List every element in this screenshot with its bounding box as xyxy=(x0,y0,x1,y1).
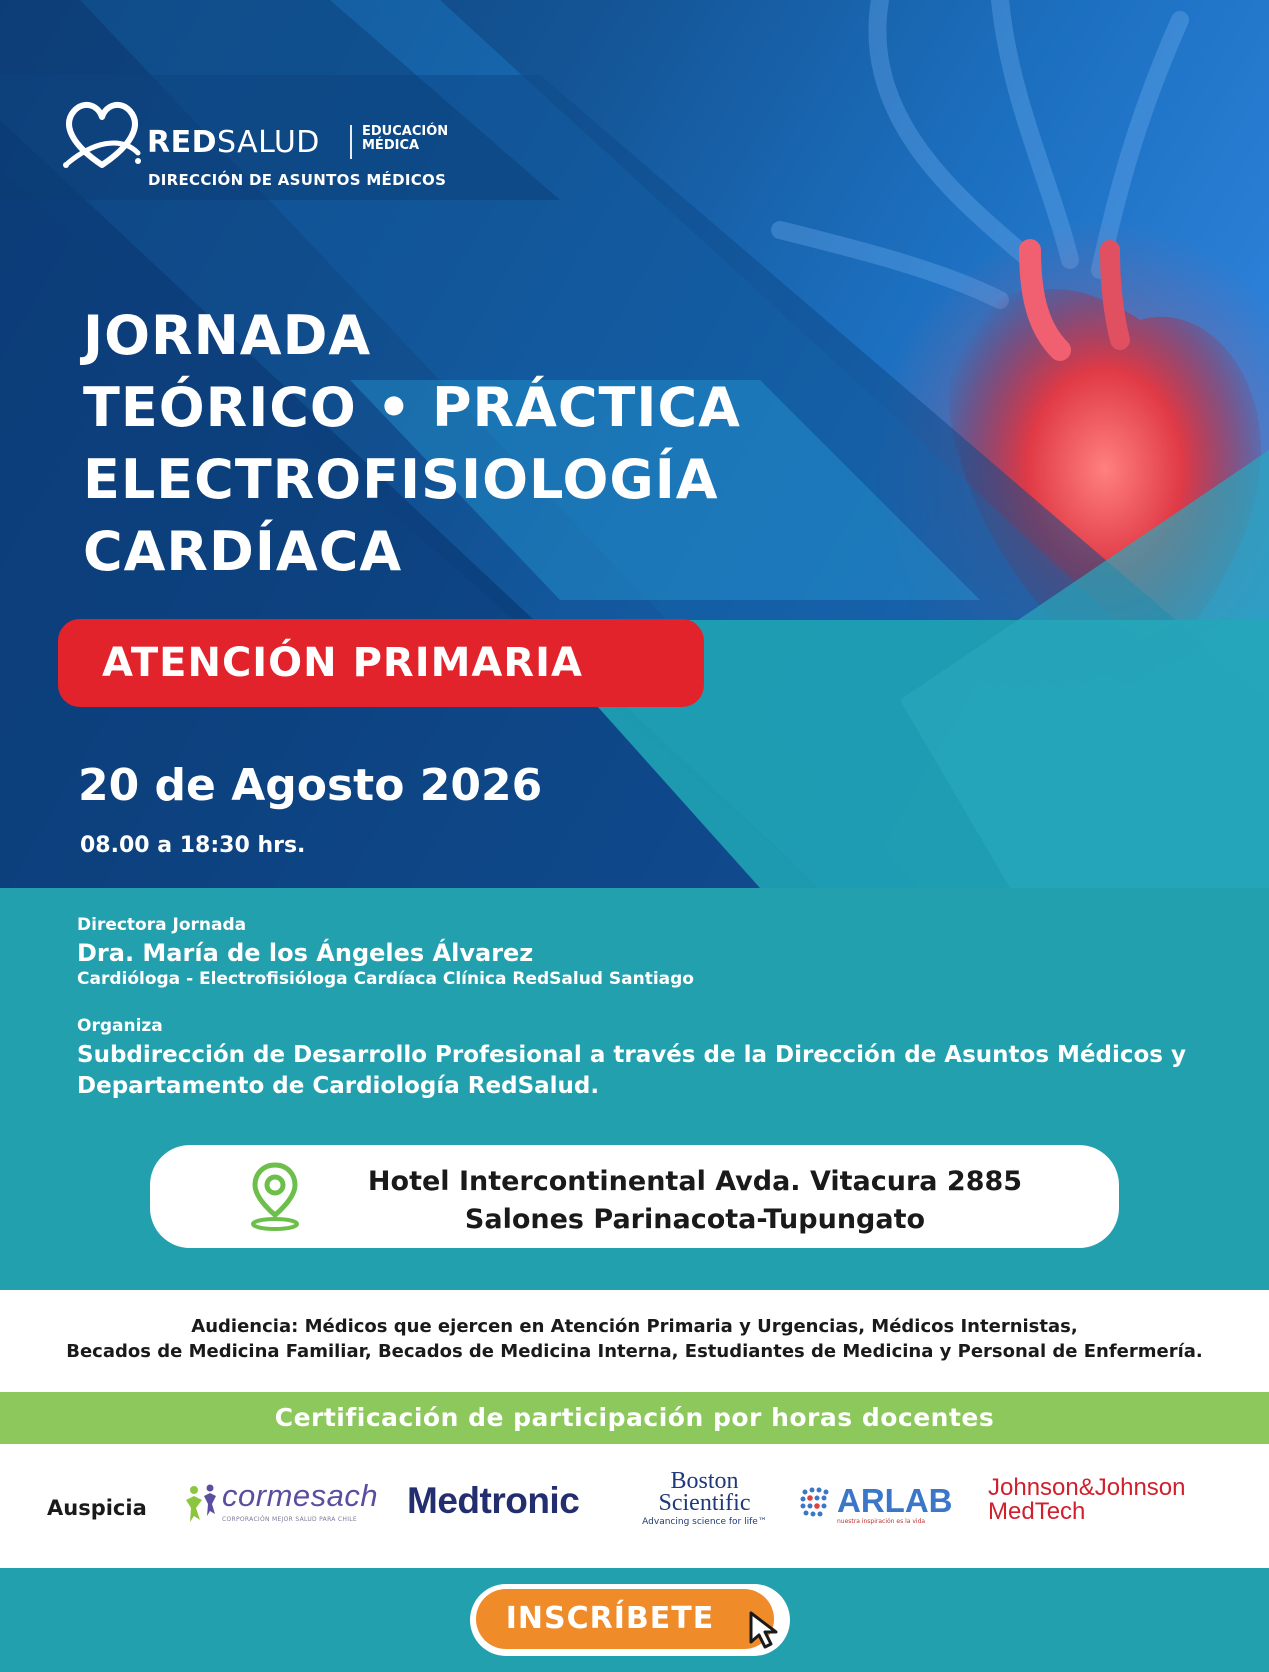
sponsors-strip: Auspicia cormesach CORPORACIÓN MEJOR SALUD PARA CHILE Medtronic Boston Scientific Advancing science for life™ ARLAB nuestra inspiración es la vida Johnson&Johnson MedTech xyxy=(0,1444,1269,1568)
organizer-label: Organiza xyxy=(77,1016,163,1036)
dot-grid-icon xyxy=(797,1484,833,1520)
title-line: JORNADA xyxy=(83,304,372,367)
people-icon xyxy=(182,1482,222,1526)
location-address xyxy=(335,1163,1055,1239)
audience-line-1: Audiencia: Médicos que ejercen en Atención Primaria y Urgencias, Médicos Internistas, xyxy=(191,1316,1078,1337)
sponsors-label: Auspicia xyxy=(47,1496,147,1520)
location-pin-icon xyxy=(250,1161,300,1231)
brand-name: REDSALUD xyxy=(147,125,320,160)
cursor-icon xyxy=(747,1610,785,1650)
register-button[interactable] xyxy=(470,1584,790,1656)
location-card xyxy=(150,1145,1119,1248)
audience-badge: ATENCIÓN PRIMARIA xyxy=(58,619,704,707)
director-role: Cardióloga - Electrofisióloga Cardíaca Clínica RedSalud Santiago xyxy=(77,969,694,989)
director-name: Dra. María de los Ángeles Álvarez xyxy=(77,939,534,967)
certification-bar: Certificación de participación por horas docentes xyxy=(0,1392,1269,1444)
logo-divider xyxy=(350,125,352,159)
location-line-1: Hotel Intercontinental Avda. Vitacura 2885 xyxy=(367,1166,1023,1197)
event-info xyxy=(0,888,1269,1290)
boston-scientific-logo: Boston Scientific Advancing science for life™ xyxy=(642,1468,767,1527)
cormesach-logo: cormesach CORPORACIÓN MEJOR SALUD PARA CHILE xyxy=(182,1476,377,1536)
event-time: 08.00 a 18:30 hrs. xyxy=(80,833,306,858)
heart-logo-icon xyxy=(62,95,142,175)
event-title xyxy=(83,300,843,588)
location-line-2: Salones Parinacota-Tupungato xyxy=(464,1204,926,1235)
brand-unit: EDUCACIÓN MÉDICA xyxy=(362,124,449,153)
title-line: CARDÍACA xyxy=(83,520,403,583)
audience-section xyxy=(0,1290,1269,1392)
johnson-johnson-logo: Johnson&Johnson MedTech xyxy=(988,1474,1186,1525)
medtronic-logo: Medtronic xyxy=(407,1480,580,1521)
organizer-text: Subdirección de Desarrollo Profesional a través de la Dirección de Asuntos Médicos y Departamento de Cardiología RedSalud. xyxy=(77,1042,1186,1099)
audience-line-2: Becados de Medicina Familiar, Becados de Medicina Interna, Estudiantes de Medicina y Personal de Enfermería. xyxy=(66,1341,1203,1362)
brand-department: DIRECCIÓN DE ASUNTOS MÉDICOS xyxy=(148,171,447,189)
title-line: TEÓRICO • PRÁCTICA xyxy=(83,376,741,439)
title-line: ELECTROFISIOLOGÍA xyxy=(83,448,719,511)
footer xyxy=(0,1568,1269,1672)
event-date: 20 de Agosto 2026 xyxy=(78,760,543,811)
director-label: Directora Jornada xyxy=(77,915,247,935)
register-button-label: INSCRÍBETE xyxy=(476,1589,774,1649)
